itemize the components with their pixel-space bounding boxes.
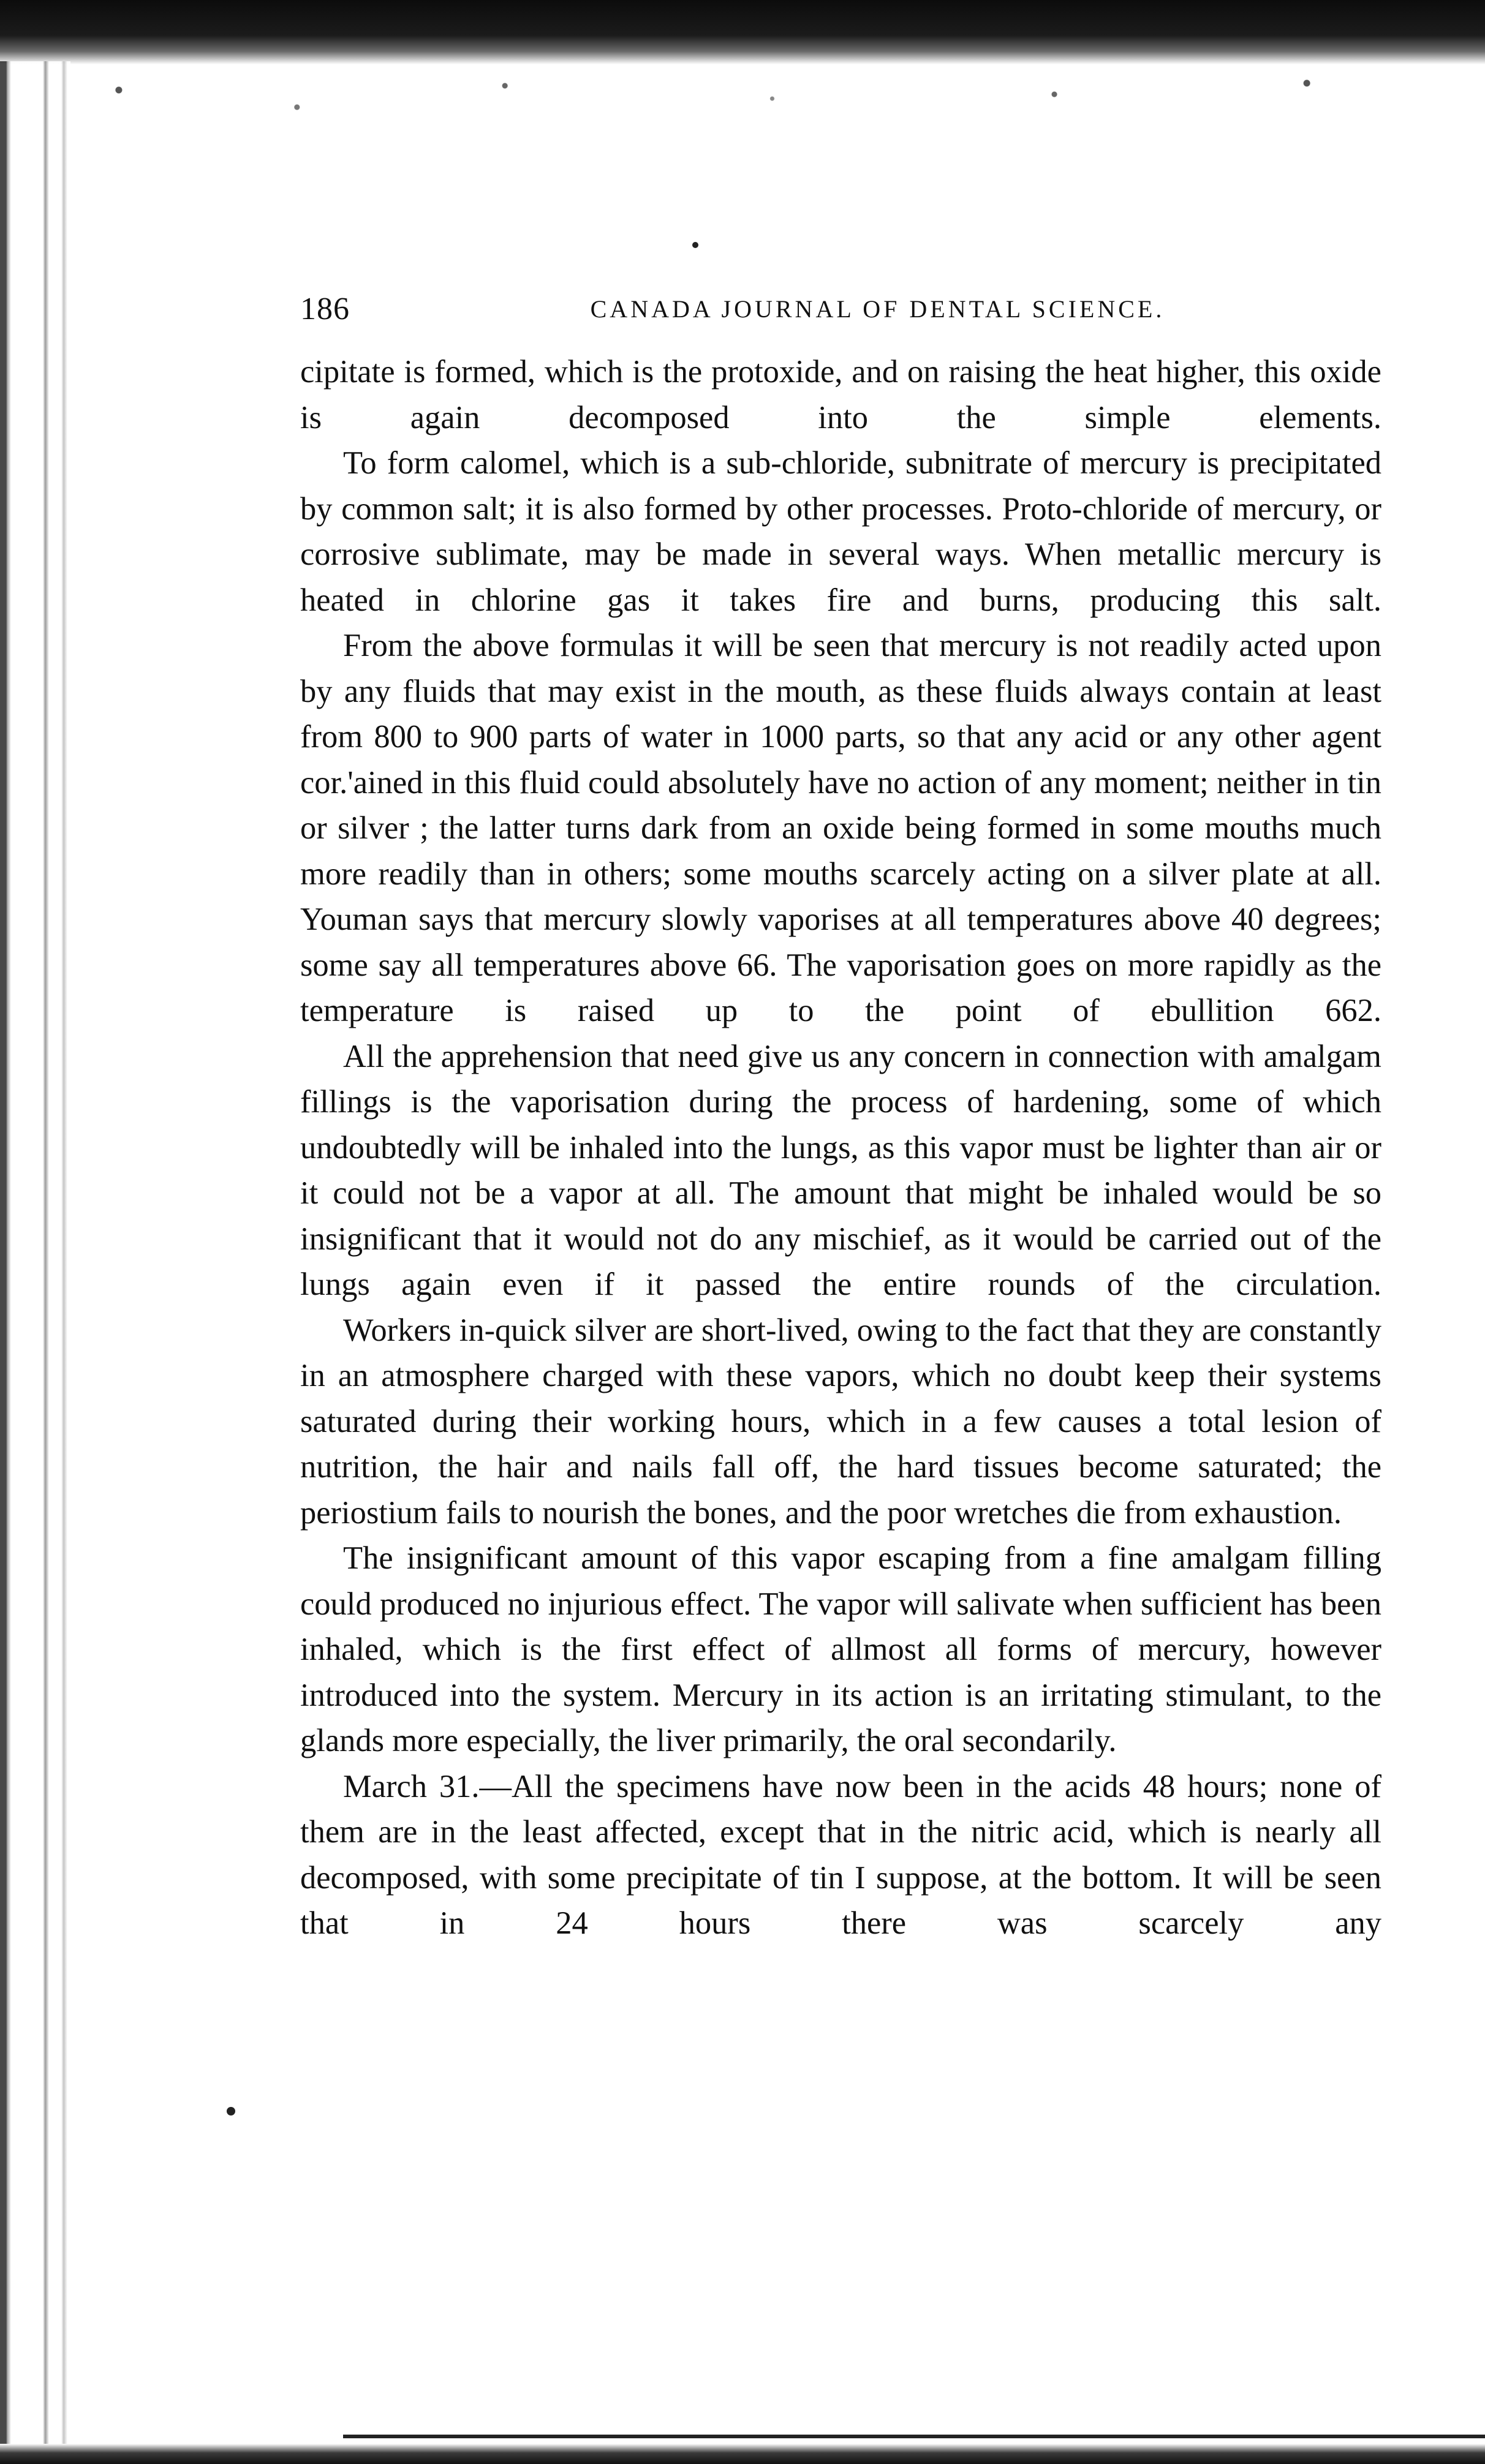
page-number: 186: [300, 292, 350, 326]
paragraph-5: Workers in-quick silver are short-lived, owing to the fact that they are constantly in an atmosphere charged with these vapors, which no doubt keep their systems saturated during their working hours, which in a few causes a total lesion of nutrition, the hair and nails fall off, the hard tissues become saturated; the periostium fails to nourish the bones, and the poor wretches die from exhaustion.: [300, 1312, 1381, 1531]
paragraph-1: cipitate is formed, which is the protoxide, and on raising the heat higher, this oxide is again decomposed into the simple elements.: [300, 354, 1381, 435]
paragraph-3: From the above formulas it will be seen that mercury is not readily acted upon by any fluids that may exist in the mouth, as these fluids always contain at least from 800 to 900 parts of water in 1000 parts, so that any acid or any other agent cor.'ained in this fluid could absolutely have no action of any moment; neither in tin or silver ; the latter turns dark from an oxide being formed in some mouths much more readily than in others; some mouths scarcely acting on a silver plate at all. Youman says that mercury slowly vaporises at all temperatures above 40 degrees; some say all temperatures above 66. The vaporisation goes on more rapidly as the temperature is raised up to the point of ebullition 662.: [300, 628, 1381, 1028]
scan-speck: [692, 242, 698, 248]
running-head: [300, 288, 1381, 331]
scan-bottom-edge: [0, 2444, 1485, 2464]
paragraph-6: The insignificant amount of this vapor escaping from a fine amalgam filling could produced no injurious effect. The vapor will salivate when sufficient has been inhaled, which is the first effect of allmost all forms of mercury, however introduced into the system. Mercury in its action is an irritating stimulant, to the glands more especially, the liver primarily, the oral secondarily.: [300, 1540, 1381, 1758]
scan-speck: [227, 2107, 235, 2115]
scan-left-margin: [0, 61, 70, 2464]
paragraph-2: To form calomel, which is a sub-chloride, subnitrate of mercury is precipitated by common salt; it is also formed by other processes. Proto-chloride of mercury, or corrosive sublimate, may be made in several ways. When metallic mercury is heated in chlorine gas it takes fire and burns, producing this salt.: [300, 445, 1381, 618]
scan-top-edge: [0, 0, 1485, 64]
journal-title: CANADA JOURNAL OF DENTAL SCIENCE.: [590, 295, 1165, 323]
paragraph-4: All the apprehension that need give us any concern in connection with amalgam fillings is the vaporisation during the process of hardening, some of which undoubtedly will be inhaled into the lungs, as this vapor must be lighter than air or it could not be a vapor at all. The amount that might be inhaled would be so insignificant that it would not do any mischief, as it would be carried out of the lungs again even if it passed the entire rounds of the circulation.: [300, 1038, 1381, 1302]
scan-top-speckle: [0, 64, 1485, 150]
article-body: [300, 349, 1381, 1946]
paragraph-7: March 31.—All the specimens have now been in the acids 48 hours; none of them are in the least affected, except that in the nitric acid, which is nearly all decomposed, with some precipitate of tin I suppose, at the bottom. It will be seen that in 24 hours there was scarcely any: [300, 1768, 1381, 1941]
scan-bottom-rule: [343, 2435, 1485, 2438]
